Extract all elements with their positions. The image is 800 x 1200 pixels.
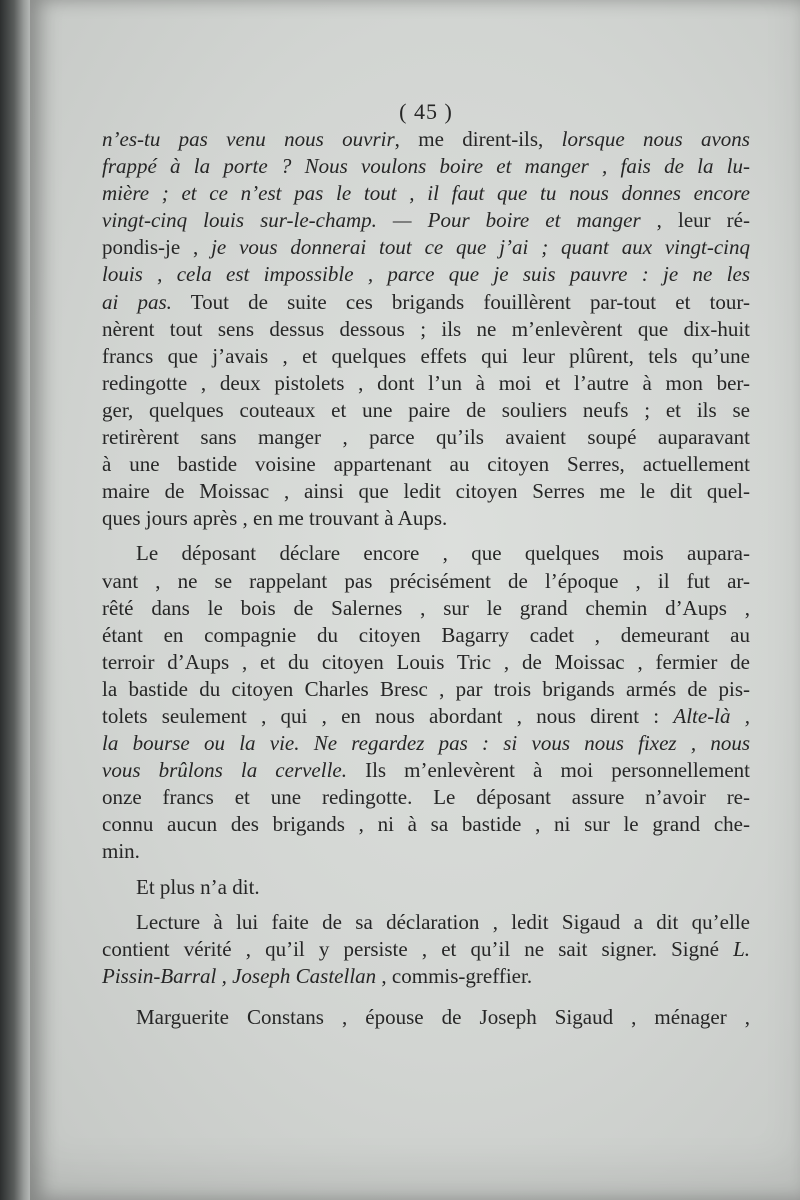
- text-line: [102, 649, 750, 676]
- italic-text: la bourse ou la vie. Ne regardez pas : si vous nous fixez , nous: [102, 731, 750, 756]
- text-segment: Marguerite Constans , épouse de Joseph Sigaud , ménager ,: [136, 1004, 750, 1029]
- text-line: [102, 1004, 750, 1031]
- text-segment: pondis-je ,: [102, 235, 212, 260]
- text-segment: , commis-greffier.: [376, 963, 533, 988]
- italic-text: ai pas.: [102, 289, 172, 314]
- text-line: [102, 874, 750, 901]
- text-segment: connu aucun des brigands , ni à sa bastide , ni sur le grand che-: [102, 812, 750, 837]
- text-segment: étant en compagnie du citoyen Bagarry cadet , demeurant au: [102, 622, 750, 647]
- text-line: [102, 397, 750, 424]
- text-line: [102, 936, 750, 963]
- italic-text: frappé à la porte ? Nous voulons boire et manger , fais de la lu-: [102, 154, 750, 179]
- text-segment: onze francs et une redingotte. Le déposant assure n’avoir re-: [102, 785, 750, 810]
- italic-text: Pissin-Barral , Joseph Castellan: [102, 963, 377, 988]
- text-line: [102, 811, 750, 838]
- text-line: [102, 505, 750, 532]
- text-segment: Et plus n’a dit.: [136, 874, 260, 899]
- text-line: [102, 343, 750, 370]
- text-lines: [102, 126, 750, 1031]
- paragraph-gap: [102, 866, 750, 874]
- text-line: [102, 963, 750, 990]
- text-segment: nèrent tout sens dessus dessous ; ils ne m’enlevèrent que dix-huit: [102, 316, 750, 341]
- text-line: [102, 153, 750, 180]
- text-segment: terroir d’Aups , et du citoyen Louis Tric , de Moissac , fermier de: [102, 649, 750, 674]
- page-number: ( 45 ): [399, 99, 453, 124]
- text-segment: rêté dans le bois de Salernes , sur le grand chemin d’Aups ,: [102, 595, 750, 620]
- text-segment: contient vérité , qu’il y persiste , et qu’il ne sait signer. Signé: [102, 936, 734, 961]
- italic-text: n’es-tu pas venu nous ouvrir: [102, 127, 395, 151]
- text-segment: tolets seulement , qui , en nous abordant , nous dirent :: [102, 703, 674, 728]
- text-segment: ques jours après , en me trouvant à Aups.: [102, 506, 448, 531]
- text-line: [102, 234, 750, 261]
- paragraph-gap: [102, 532, 750, 540]
- text-segment: Lecture à lui faite de sa déclaration , ledit Sigaud a dit qu’elle: [136, 909, 750, 934]
- text-line: [102, 703, 750, 730]
- text-segment: ger, quelques couteaux et une paire de souliers neufs ; et ils se: [102, 397, 750, 422]
- paragraph-gap: [102, 901, 750, 909]
- italic-text: vingt-cinq louis sur-le-champ. — Pour boire et manger: [102, 208, 641, 233]
- italic-text: lorsque nous avons: [561, 127, 750, 151]
- text-segment: redingotte , deux pistolets , dont l’un à moi et l’autre à mon ber-: [102, 370, 750, 395]
- text-line: [102, 784, 750, 811]
- text-line: [102, 676, 750, 703]
- italic-text: Alte-là ,: [673, 703, 750, 728]
- text-line: [102, 261, 750, 288]
- text-line: [102, 595, 750, 622]
- text-segment: retirèrent sans manger , parce qu’ils avaient soupé auparavant: [102, 425, 750, 450]
- italic-text: je vous donnerai tout ce que j’ai ; quant aux vingt-cinq: [211, 235, 750, 260]
- italic-text: louis , cela est impossible , parce que je suis pauvre : je ne les: [102, 262, 750, 287]
- text-line: [102, 622, 750, 649]
- text-segment: Ils m’enlevèrent à moi personnellement: [346, 758, 750, 783]
- text-line: [102, 207, 750, 234]
- page-text: [102, 96, 750, 1031]
- text-line: [102, 909, 750, 936]
- text-segment: vant , ne se rappelant pas précisément de l’époque , il fut ar-: [102, 568, 750, 593]
- paragraph-gap: [102, 990, 750, 1004]
- text-segment: Le déposant déclare encore , que quelques mois aupara-: [136, 541, 750, 566]
- text-line: [102, 289, 750, 316]
- text-line: [102, 568, 750, 595]
- text-segment: à une bastide voisine appartenant au citoyen Serres, actuellement: [102, 452, 750, 477]
- text-segment: maire de Moissac , ainsi que ledit citoyen Serres me le dit quel-: [102, 479, 750, 504]
- text-line: [102, 451, 750, 478]
- text-line: [102, 757, 750, 784]
- italic-text: L.: [733, 936, 750, 961]
- text-segment: Tout de suite ces brigands fouillèrent par-tout et tour-: [171, 289, 750, 314]
- text-line: [102, 180, 750, 207]
- text-segment: , leur ré-: [640, 208, 750, 233]
- text-segment: francs que j’avais , et quelques effets qui leur plûrent, tels qu’une: [102, 343, 750, 368]
- book-page: [30, 0, 800, 1200]
- text-line: [102, 370, 750, 397]
- text-line: [102, 316, 750, 343]
- text-line: [102, 540, 750, 567]
- text-line: [102, 424, 750, 451]
- text-line: [102, 730, 750, 757]
- text-segment: la bastide du citoyen Charles Bresc , par trois brigands armés de pis-: [102, 676, 750, 701]
- text-segment: , me dirent-ils,: [394, 127, 562, 151]
- italic-text: mière ; et ce n’est pas le tout , il faut que tu nous donnes encore: [102, 181, 750, 206]
- text-line: [102, 838, 750, 865]
- text-line: [102, 478, 750, 505]
- italic-text: vous brûlons la cervelle.: [102, 758, 347, 783]
- text-line: [102, 126, 750, 153]
- text-segment: min.: [102, 839, 140, 864]
